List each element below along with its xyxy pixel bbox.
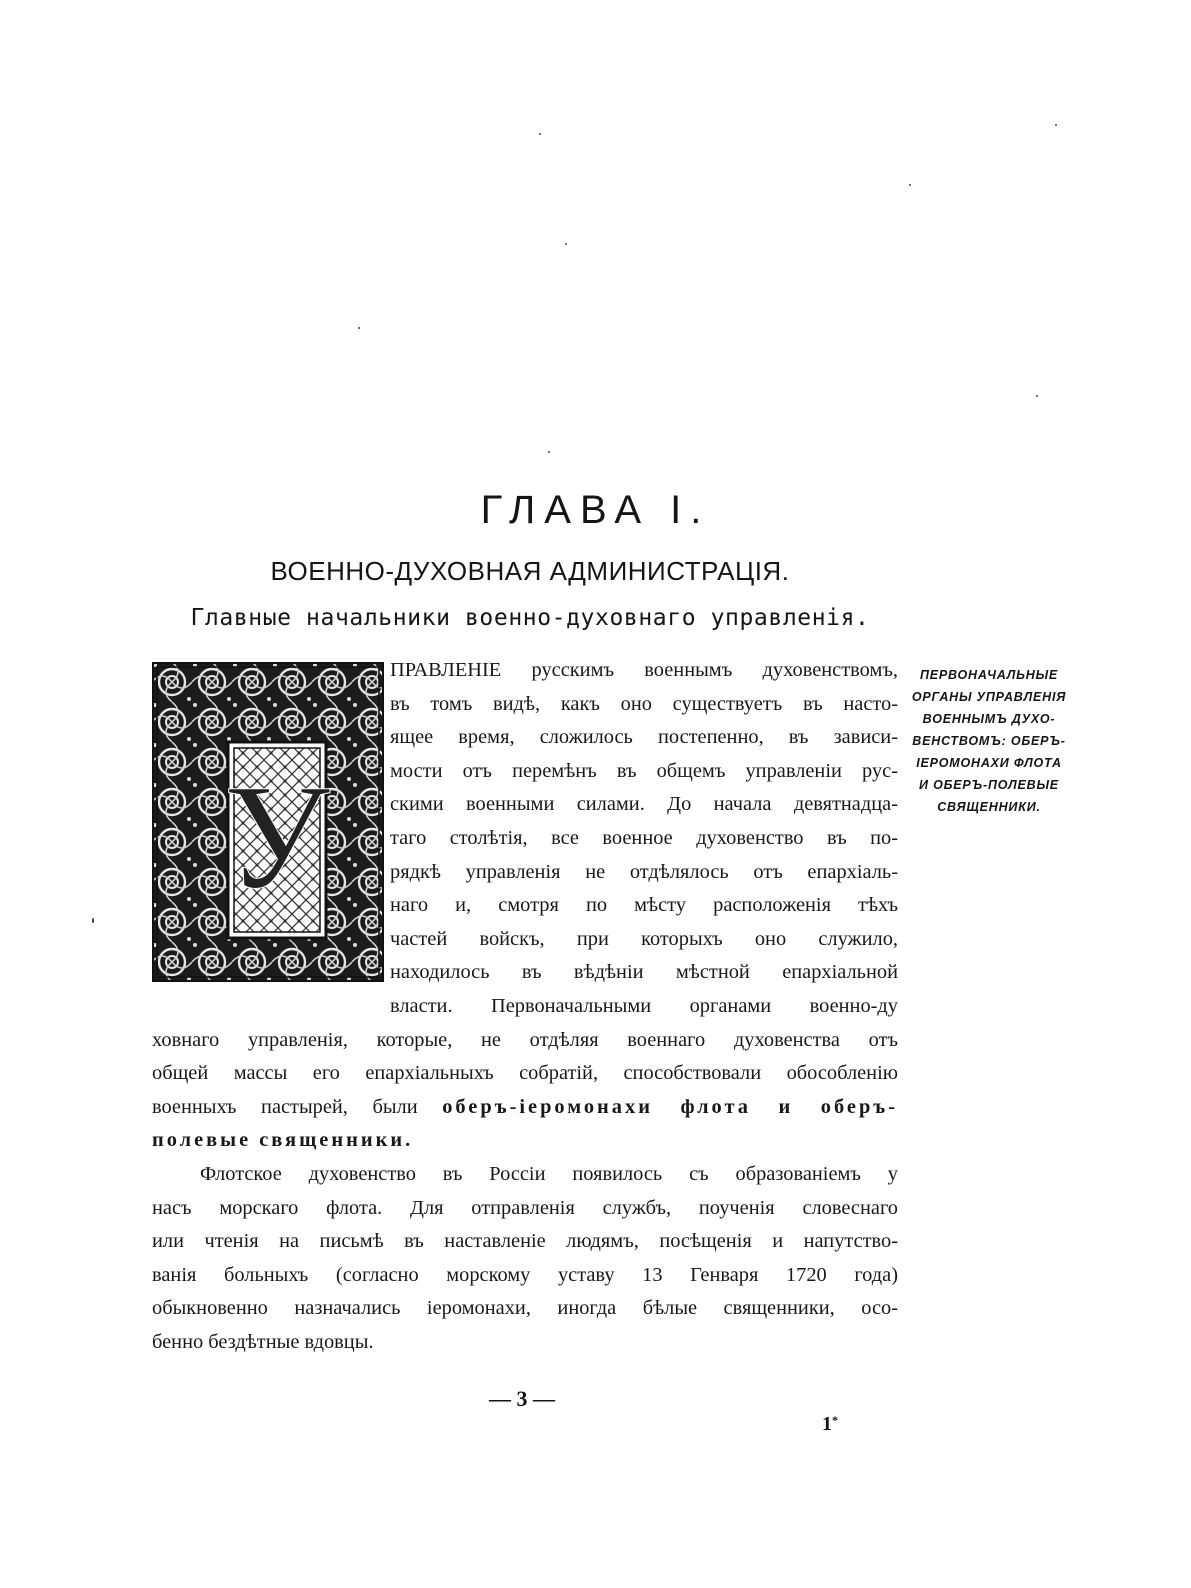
text-line: мости отъ перемѣнъ въ общемъ управленіи рус- [390, 759, 898, 782]
text-line: Флотское духовенство въ Россіи появилось съ образованіемъ у [200, 1163, 898, 1185]
emphasized-term: оберъ-іеромонахи флота и оберъ- [442, 1095, 898, 1118]
scan-speck [548, 451, 550, 453]
scan-speck [565, 243, 567, 245]
text-line: находилось въ вѣдѣніи мѣстной епархіальной [390, 961, 898, 984]
opening-word: ПРАВЛЕНІЕ [390, 659, 502, 681]
margin-note-line: ОРГАНЫ УПРАВЛЕНІЯ [911, 690, 1067, 704]
margin-note-line: ПЕРВОНАЧАЛЬНЫЕ [919, 668, 1059, 682]
text-line: въ томъ видѣ, какъ оно существуетъ въ насто- [390, 692, 898, 715]
text-line: частей войскъ, при которыхъ оно служило, [390, 927, 898, 950]
subsection-title: Главные начальники военно-духовнаго управленія. [190, 605, 870, 631]
chapter-title: ГЛАВА I. [480, 488, 711, 532]
paragraph-1 [152, 654, 898, 1158]
text-line: таго столѣтія, все военное духовенство въ по- [390, 826, 898, 849]
margin-note-line: ВОЕННЫМЪ ДУХО- [922, 712, 1056, 726]
printer-signature: 1* [822, 1413, 838, 1435]
section-title: ВОЕННО-ДУХОВНАЯ АДМИНИСТРАЦІЯ. [270, 556, 790, 586]
text-line: наго и, смотря по мѣсту расположенія тѣхъ [390, 894, 898, 917]
emphasized-term: полевые священники. [152, 1129, 414, 1152]
margin-note-line: ВЕНСТВОМЪ: ОБЕРЪ- [912, 734, 1066, 748]
text-line: ховнаго управленія, которые, не отдѣляя военнаго духовенства отъ [152, 1028, 898, 1051]
text-line: общей массы его епархіальныхъ собратій, способствовали обособленію [152, 1062, 898, 1085]
margin-note-line: И ОБЕРЪ-ПОЛЕВЫЕ [919, 778, 1059, 792]
text-line: обыкновенно назначались іеромонахи, иногда бѣлые священники, осо- [152, 1297, 898, 1320]
text-line: военныхъ пастырей, были оберъ-іеромонахи флота и оберъ- [152, 1095, 898, 1118]
scan-speck [92, 918, 94, 923]
drop-cap-letter: У [223, 754, 331, 920]
text-line: или чтенія на письмѣ въ наставленіе людямъ, посѣщенія и напутство- [152, 1230, 898, 1253]
text-line [152, 1124, 898, 1158]
scan-speck [1036, 395, 1038, 397]
margin-note [908, 664, 1070, 818]
text-line: рядкѣ управленія не отдѣлялось отъ епархіаль- [390, 860, 898, 883]
scan-speck [358, 327, 360, 329]
text-line: ПРАВЛЕНІЕ русскимъ военнымъ духовенствомъ, [390, 659, 898, 681]
paragraph-2 [152, 1158, 898, 1360]
margin-note-line: ІЕРОМОНАХИ ФЛОТА [916, 756, 1062, 770]
text-line: бенно бездѣтные вдовцы. [152, 1330, 374, 1353]
text-line: насъ морскаго флота. Для отправленія службъ, поученія словеснаго [152, 1196, 898, 1219]
text-line: власти. Первоначальными органами военно-ду [390, 994, 898, 1017]
margin-note-line: СВЯЩЕННИКИ. [937, 800, 1041, 814]
text-line: скими военными силами. До начала девятнадца- [390, 793, 898, 816]
text-line: ящее время, сложилось постепенно, въ зависи- [390, 726, 898, 749]
text-line: ванія больныхъ (согласно морскому уставу 13 Генваря 1720 года) [152, 1263, 898, 1286]
scan-speck [1055, 124, 1057, 126]
page-number: — 3 — [489, 1386, 555, 1411]
scan-speck [539, 133, 541, 135]
scan-speck [909, 184, 911, 186]
